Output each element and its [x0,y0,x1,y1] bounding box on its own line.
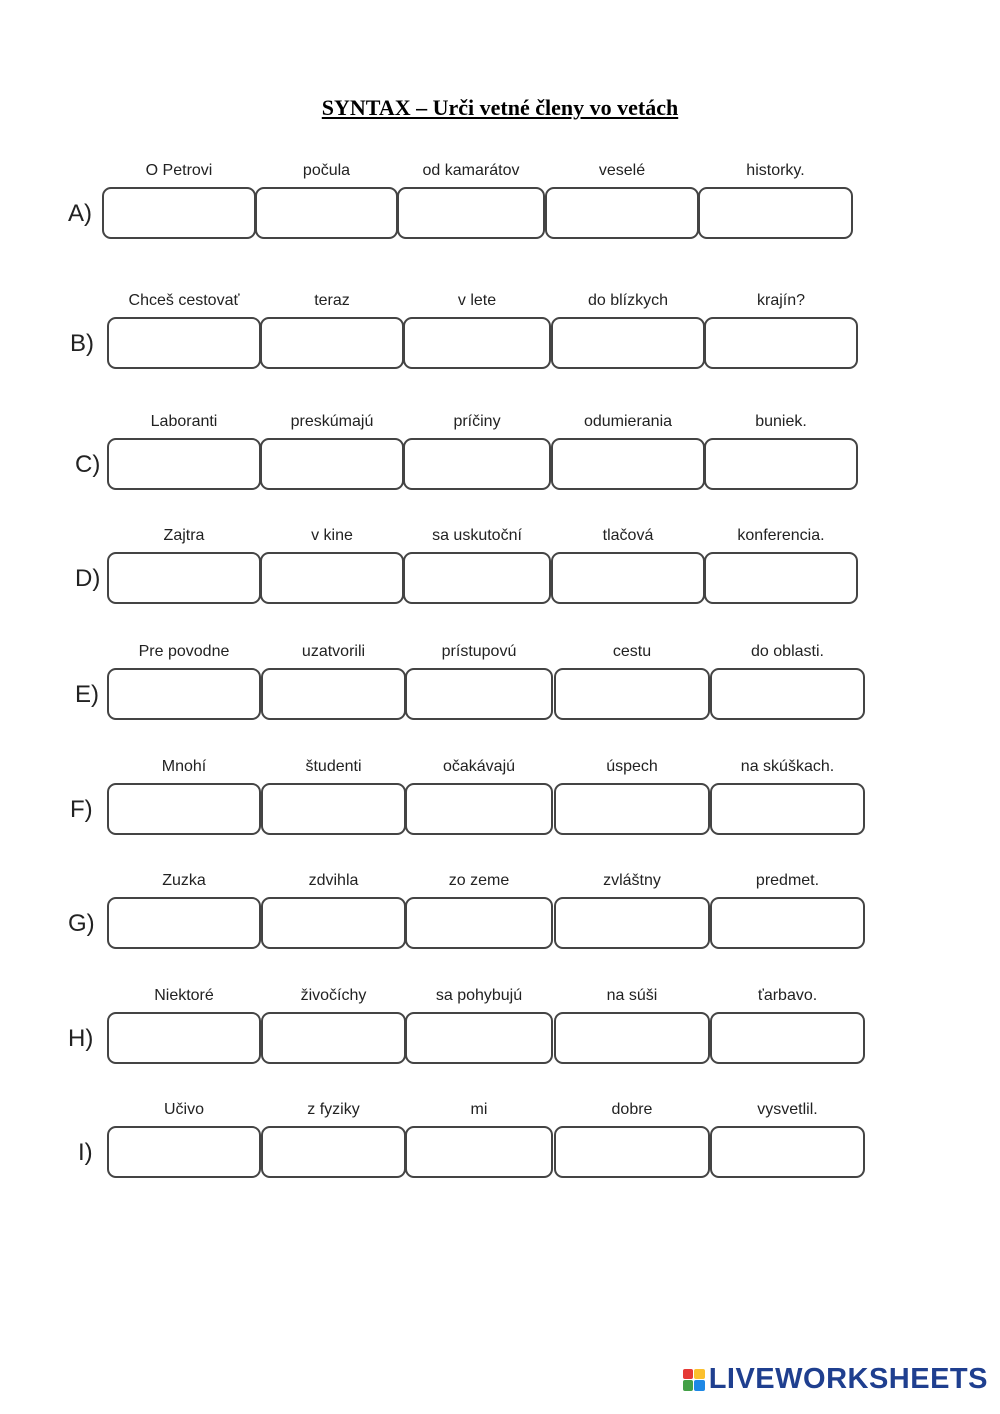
word-label: Niektoré [154,987,214,1004]
word-label: ťarbavo. [757,987,818,1004]
word-label: živočíchy [300,987,367,1004]
answer-box[interactable] [710,1012,865,1064]
answer-box[interactable] [554,1126,710,1178]
answer-box[interactable] [698,187,853,239]
word-label: Zajtra [163,527,205,544]
answer-box[interactable] [107,1126,261,1178]
word-label: historky. [746,162,805,179]
word-label: od kamarátov [422,162,520,179]
word-label: predmet. [755,872,820,889]
sentence-row-b [0,292,1000,372]
page-title: SYNTAX – Urči vetné členy vo vetách [321,95,679,120]
answer-box[interactable] [260,438,404,490]
liveworksheets-logo-text: LIVEWORKSHEETS [708,1363,988,1395]
answer-box[interactable] [261,783,406,835]
answer-box[interactable] [405,668,553,720]
word-label: dobre [611,1101,653,1118]
answer-box[interactable] [107,668,261,720]
answer-box[interactable] [107,438,261,490]
word-label: príčiny [453,413,501,430]
answer-box[interactable] [102,187,256,239]
answer-box[interactable] [107,897,261,949]
sentence-row-g [0,872,1000,952]
answer-box[interactable] [405,1126,553,1178]
word-label: Zuzka [162,872,206,889]
answer-box[interactable] [255,187,398,239]
row-label: A) [68,200,92,227]
word-label: v kine [311,527,353,544]
answer-box[interactable] [403,317,551,369]
word-label: Mnohí [161,758,207,775]
answer-box[interactable] [704,317,858,369]
answer-box[interactable] [405,1012,553,1064]
answer-box[interactable] [261,897,406,949]
word-label: v lete [457,292,497,309]
answer-box[interactable] [554,783,710,835]
word-label: úspech [606,758,658,775]
row-label: E) [75,681,99,708]
answer-box[interactable] [554,897,710,949]
answer-box[interactable] [107,552,261,604]
liveworksheets-logo-icon [683,1369,705,1391]
sentence-row-h [0,987,1000,1067]
answer-box[interactable] [260,317,404,369]
word-label: Chceš cestovať [128,292,240,309]
word-label: cestu [612,643,652,660]
word-label: očakávajú [442,758,516,775]
word-label: sa pohybujú [435,987,523,1004]
word-label: na skúškach. [740,758,835,775]
word-label: uzatvorili [301,643,366,660]
answer-box[interactable] [261,1126,406,1178]
word-label: buniek. [755,413,807,430]
word-label: teraz [314,292,350,309]
answer-box[interactable] [260,552,404,604]
word-label: Laboranti [150,413,218,430]
row-label: G) [68,910,95,937]
row-label: F) [70,796,93,823]
liveworksheets-logo [683,1363,988,1396]
word-label: do blízkych [587,292,669,309]
word-label: Pre povodne [138,643,230,660]
row-label: H) [68,1025,94,1052]
word-label: preskúmajú [290,413,374,430]
answer-box[interactable] [554,668,710,720]
word-label: zdvihla [308,872,359,889]
answer-box[interactable] [710,897,865,949]
word-label: zo zeme [448,872,510,889]
answer-box[interactable] [551,317,705,369]
answer-box[interactable] [551,438,705,490]
word-label: zvláštny [603,872,661,889]
word-label: krajín? [756,292,806,309]
answer-box[interactable] [710,668,865,720]
answer-box[interactable] [261,1012,406,1064]
answer-box[interactable] [405,897,553,949]
word-label: do oblasti. [751,643,824,660]
sentence-row-d [0,527,1000,607]
word-label: študenti [305,758,362,775]
sentence-row-f [0,758,1000,838]
row-label: I) [78,1139,93,1166]
sentence-row-e [0,643,1000,723]
row-label: D) [75,565,101,592]
word-label: Učivo [163,1101,204,1118]
answer-box[interactable] [710,783,865,835]
word-label: O Petrovi [145,162,213,179]
word-label: vysvetlil. [757,1101,818,1118]
row-label: B) [70,330,94,357]
word-label: tlačová [602,527,654,544]
sentence-row-a [0,162,1000,242]
answer-box[interactable] [405,783,553,835]
answer-box[interactable] [710,1126,865,1178]
answer-box[interactable] [107,317,261,369]
word-label: sa uskutoční [432,527,522,544]
word-label: prístupovú [441,643,517,660]
word-label: veselé [598,162,646,179]
word-label: na súši [606,987,658,1004]
sentence-row-i [0,1101,1000,1181]
answer-box[interactable] [704,438,858,490]
answer-box[interactable] [704,552,858,604]
row-label: C) [75,451,101,478]
word-label: odumierania [583,413,673,430]
answer-box[interactable] [107,1012,261,1064]
answer-box[interactable] [261,668,406,720]
answer-box[interactable] [403,552,551,604]
answer-box[interactable] [397,187,545,239]
word-label: konferencia. [737,527,825,544]
word-label: počula [302,162,351,179]
answer-box[interactable] [107,783,261,835]
sentence-row-c [0,413,1000,493]
answer-box[interactable] [545,187,699,239]
word-label: mi [470,1101,488,1118]
answer-box[interactable] [554,1012,710,1064]
word-label: z fyziky [307,1101,360,1118]
answer-box[interactable] [403,438,551,490]
answer-box[interactable] [551,552,705,604]
